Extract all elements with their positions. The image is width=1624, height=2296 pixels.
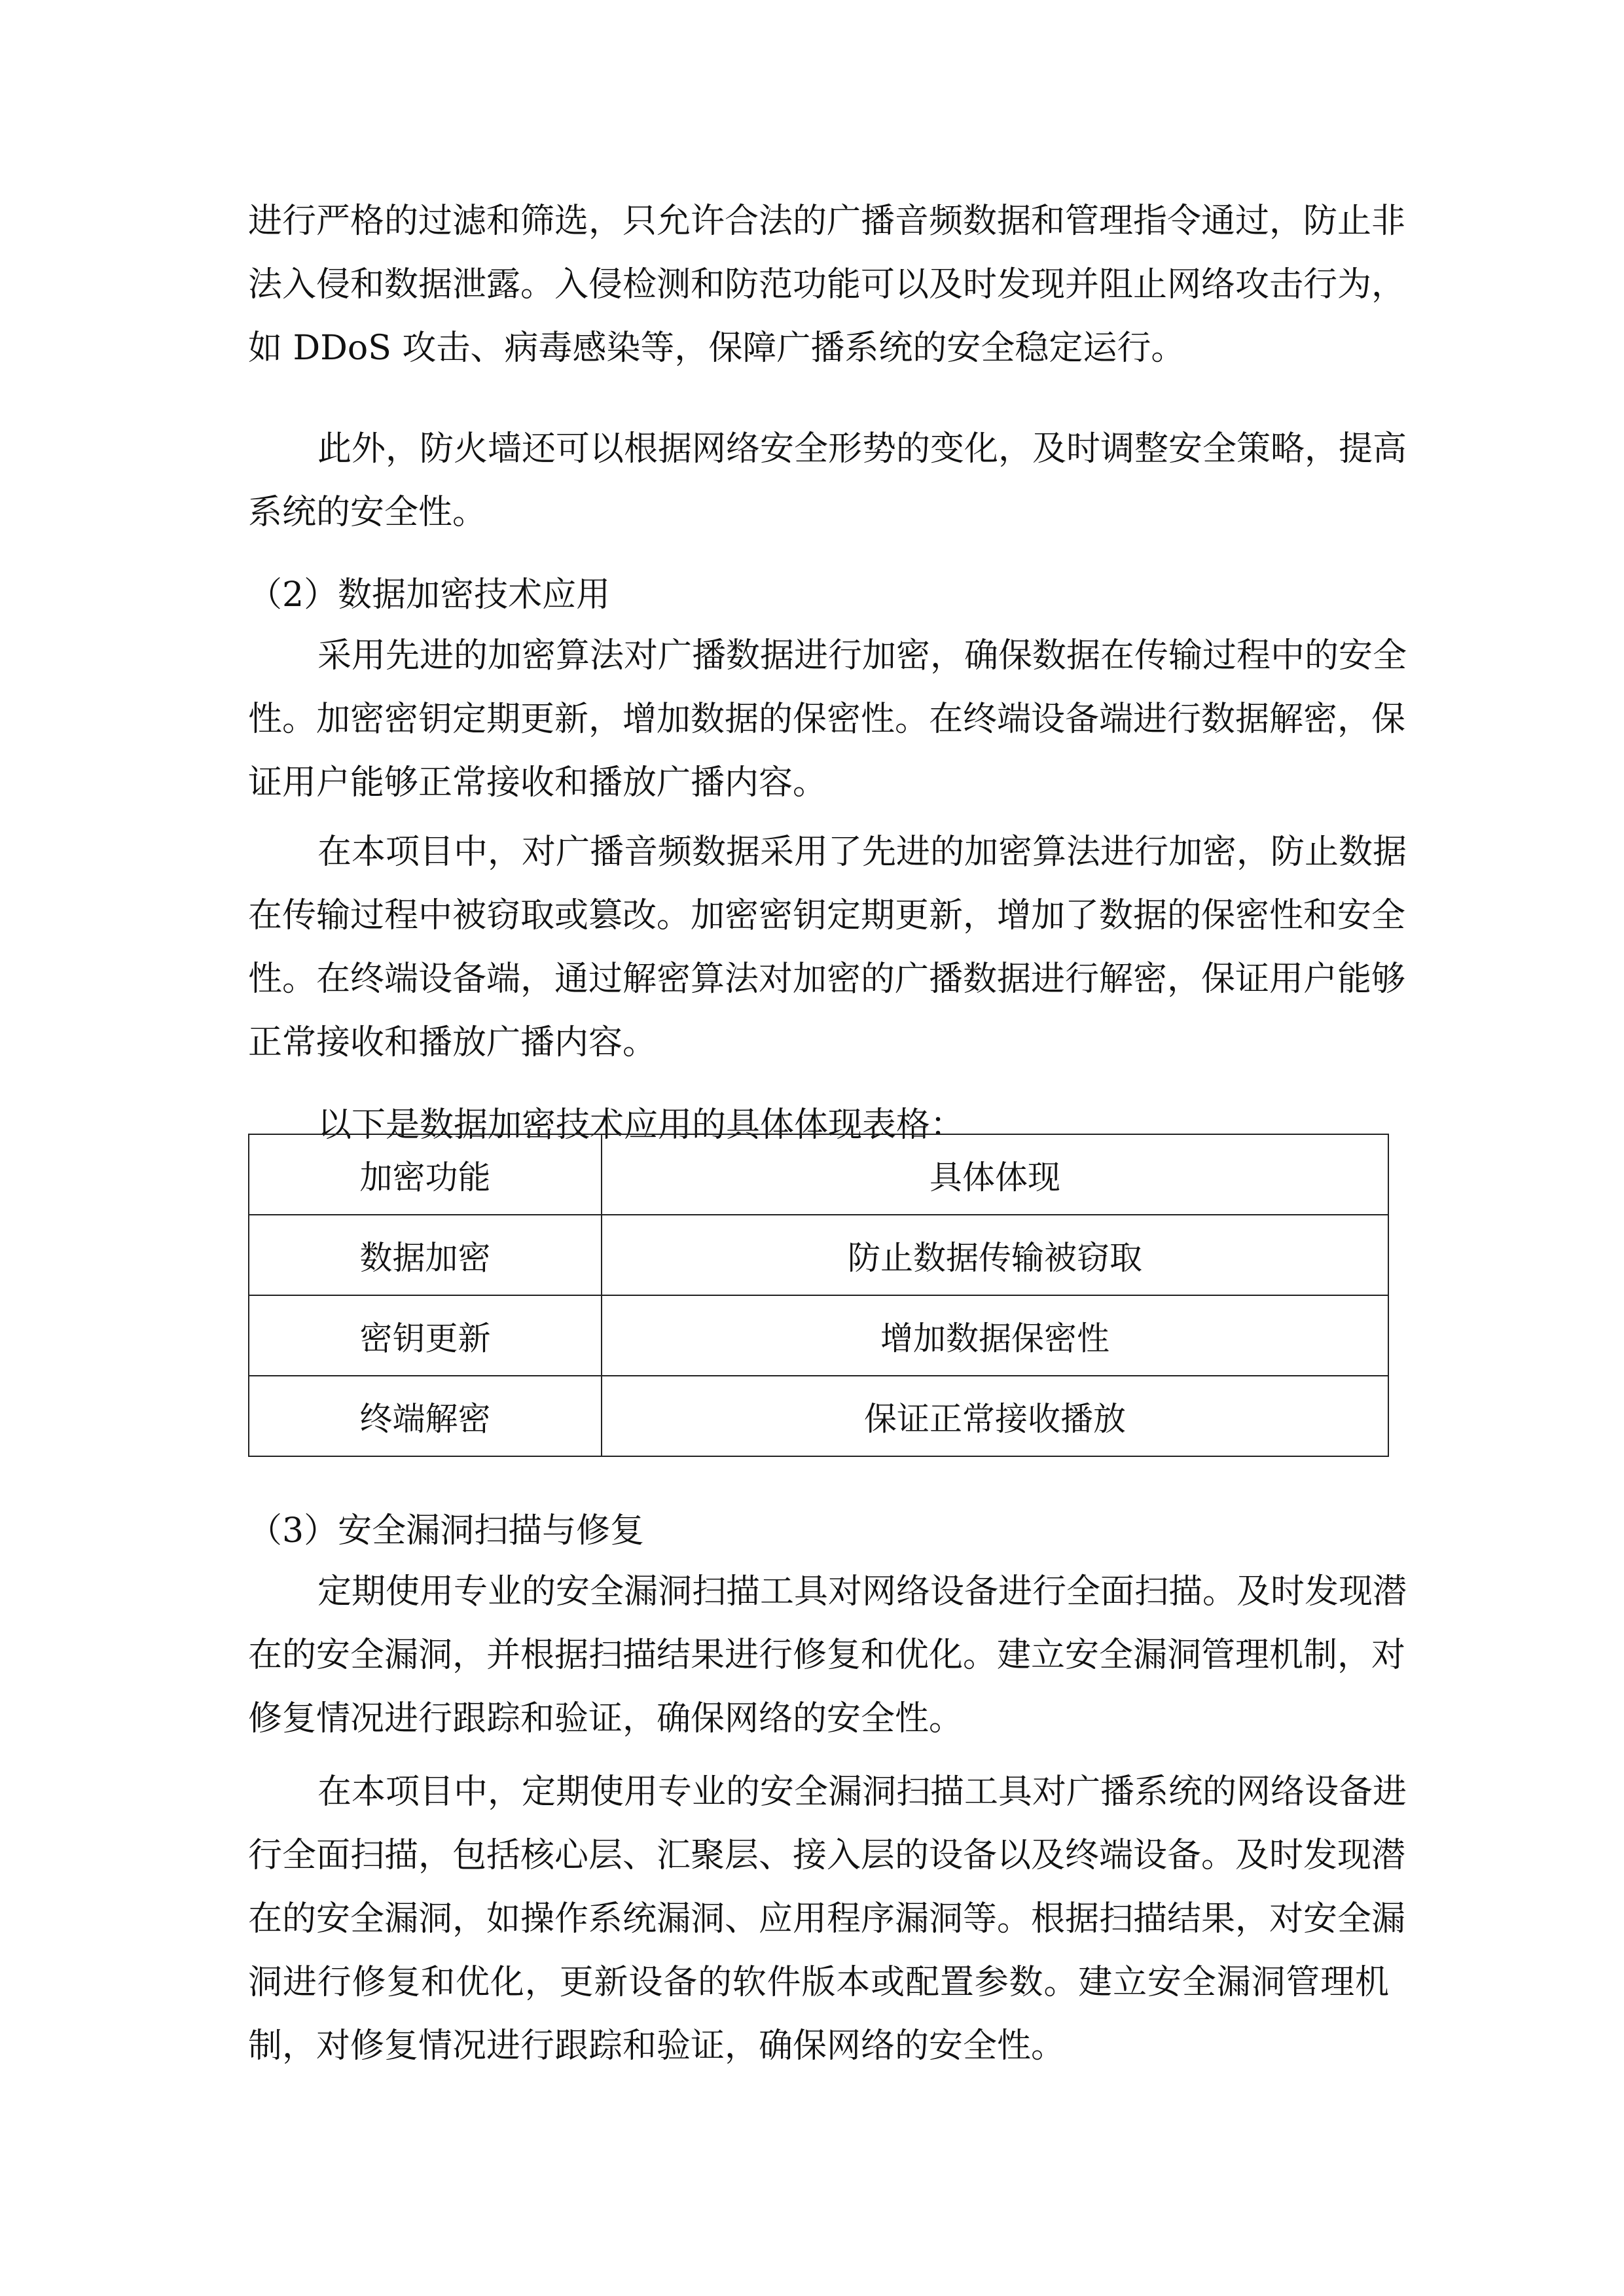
text-line: 在本项目中，对广播音频数据采用了先进的加密算法进行加密，防止数据 [317, 833, 1407, 872]
text-line: 以下是数据加密技术应用的具体体现表格： [317, 1105, 965, 1145]
text-line: 此外，防火墙还可以根据网络安全形势的变化，及时调整安全策略，提高 [317, 429, 1407, 469]
text-line: 正常接收和播放广播内容。 [248, 1023, 657, 1062]
table-row [249, 1376, 1388, 1456]
text-line: 定期使用专业的安全漏洞扫描工具对网络设备进行全面扫描。及时发现潜 [317, 1572, 1407, 1611]
paragraph-encryption-intro [248, 624, 1407, 815]
table-cell: 终端解密 [249, 1376, 602, 1456]
paragraph-vulnerability-intro [248, 1560, 1407, 1751]
text-line: 系统的安全性。 [248, 493, 487, 532]
text-line: 采用先进的加密算法对广播数据进行加密，确保数据在传输过程中的安全 [317, 636, 1407, 675]
table-header-cell: 具体体现 [602, 1134, 1388, 1215]
text-line: 性。在终端设备端，通过解密算法对加密的广播数据进行解密，保证用户能够 [248, 960, 1406, 999]
table-row [249, 1215, 1388, 1295]
paragraph-firewall-continued [248, 190, 1406, 380]
table-cell: 防止数据传输被窃取 [602, 1215, 1388, 1295]
text-line: 进行严格的过滤和筛选，只允许合法的广播音频数据和管理指令通过，防止非 [248, 202, 1406, 241]
text-line: 在的安全漏洞，并根据扫描结果进行修复和优化。建立安全漏洞管理机制，对 [248, 1636, 1406, 1675]
encryption-table [248, 1134, 1389, 1457]
section-heading-text: （2）数据加密技术应用 [248, 575, 611, 615]
section-heading-vulnerability [248, 1499, 1389, 1563]
text-line: 在本项目中，定期使用专业的安全漏洞扫描工具对广播系统的网络设备进 [317, 1772, 1407, 1812]
text-line: 修复情况进行跟踪和验证，确保网络的安全性。 [248, 1699, 964, 1738]
text-line: 在的安全漏洞，如操作系统漏洞、应用程序漏洞等。根据扫描结果，对安全漏 [248, 1899, 1406, 1939]
table-header-cell: 加密功能 [249, 1134, 602, 1215]
table-cell: 数据加密 [249, 1215, 602, 1295]
paragraph-firewall-policy [248, 418, 1407, 545]
table-cell: 密钥更新 [249, 1295, 602, 1376]
table-row [249, 1295, 1388, 1376]
text-line: 洞进行修复和优化，更新设备的软件版本或配置参数。建立安全漏洞管理机 [248, 1963, 1389, 2002]
text-line: 性。加密密钥定期更新，增加数据的保密性。在终端设备端进行数据解密，保 [248, 700, 1406, 739]
table-cell: 增加数据保密性 [602, 1295, 1388, 1376]
text-line: 行全面扫描，包括核心层、汇聚层、接入层的设备以及终端设备。及时发现潜 [248, 1836, 1406, 1875]
table-header-row [249, 1134, 1388, 1215]
paragraph-vulnerability-project [248, 1761, 1407, 2078]
paragraph-encryption-project [248, 821, 1407, 1075]
table-cell: 保证正常接收播放 [602, 1376, 1388, 1456]
section-heading-text: （3）安全漏洞扫描与修复 [248, 1511, 645, 1551]
text-line: 在传输过程中被窃取或篡改。加密密钥定期更新，增加了数据的保密性和安全 [248, 896, 1406, 935]
text-line: 证用户能够正常接收和播放广播内容。 [248, 763, 827, 802]
text-line: 如 DDoS 攻击、病毒感染等，保障广播系统的安全稳定运行。 [248, 329, 1185, 368]
text-line: 制，对修复情况进行跟踪和验证，确保网络的安全性。 [248, 2026, 1066, 2066]
text-line: 法入侵和数据泄露。入侵检测和防范功能可以及时发现并阻止网络攻击行为， [248, 265, 1406, 304]
section-heading-encryption [248, 564, 1389, 627]
